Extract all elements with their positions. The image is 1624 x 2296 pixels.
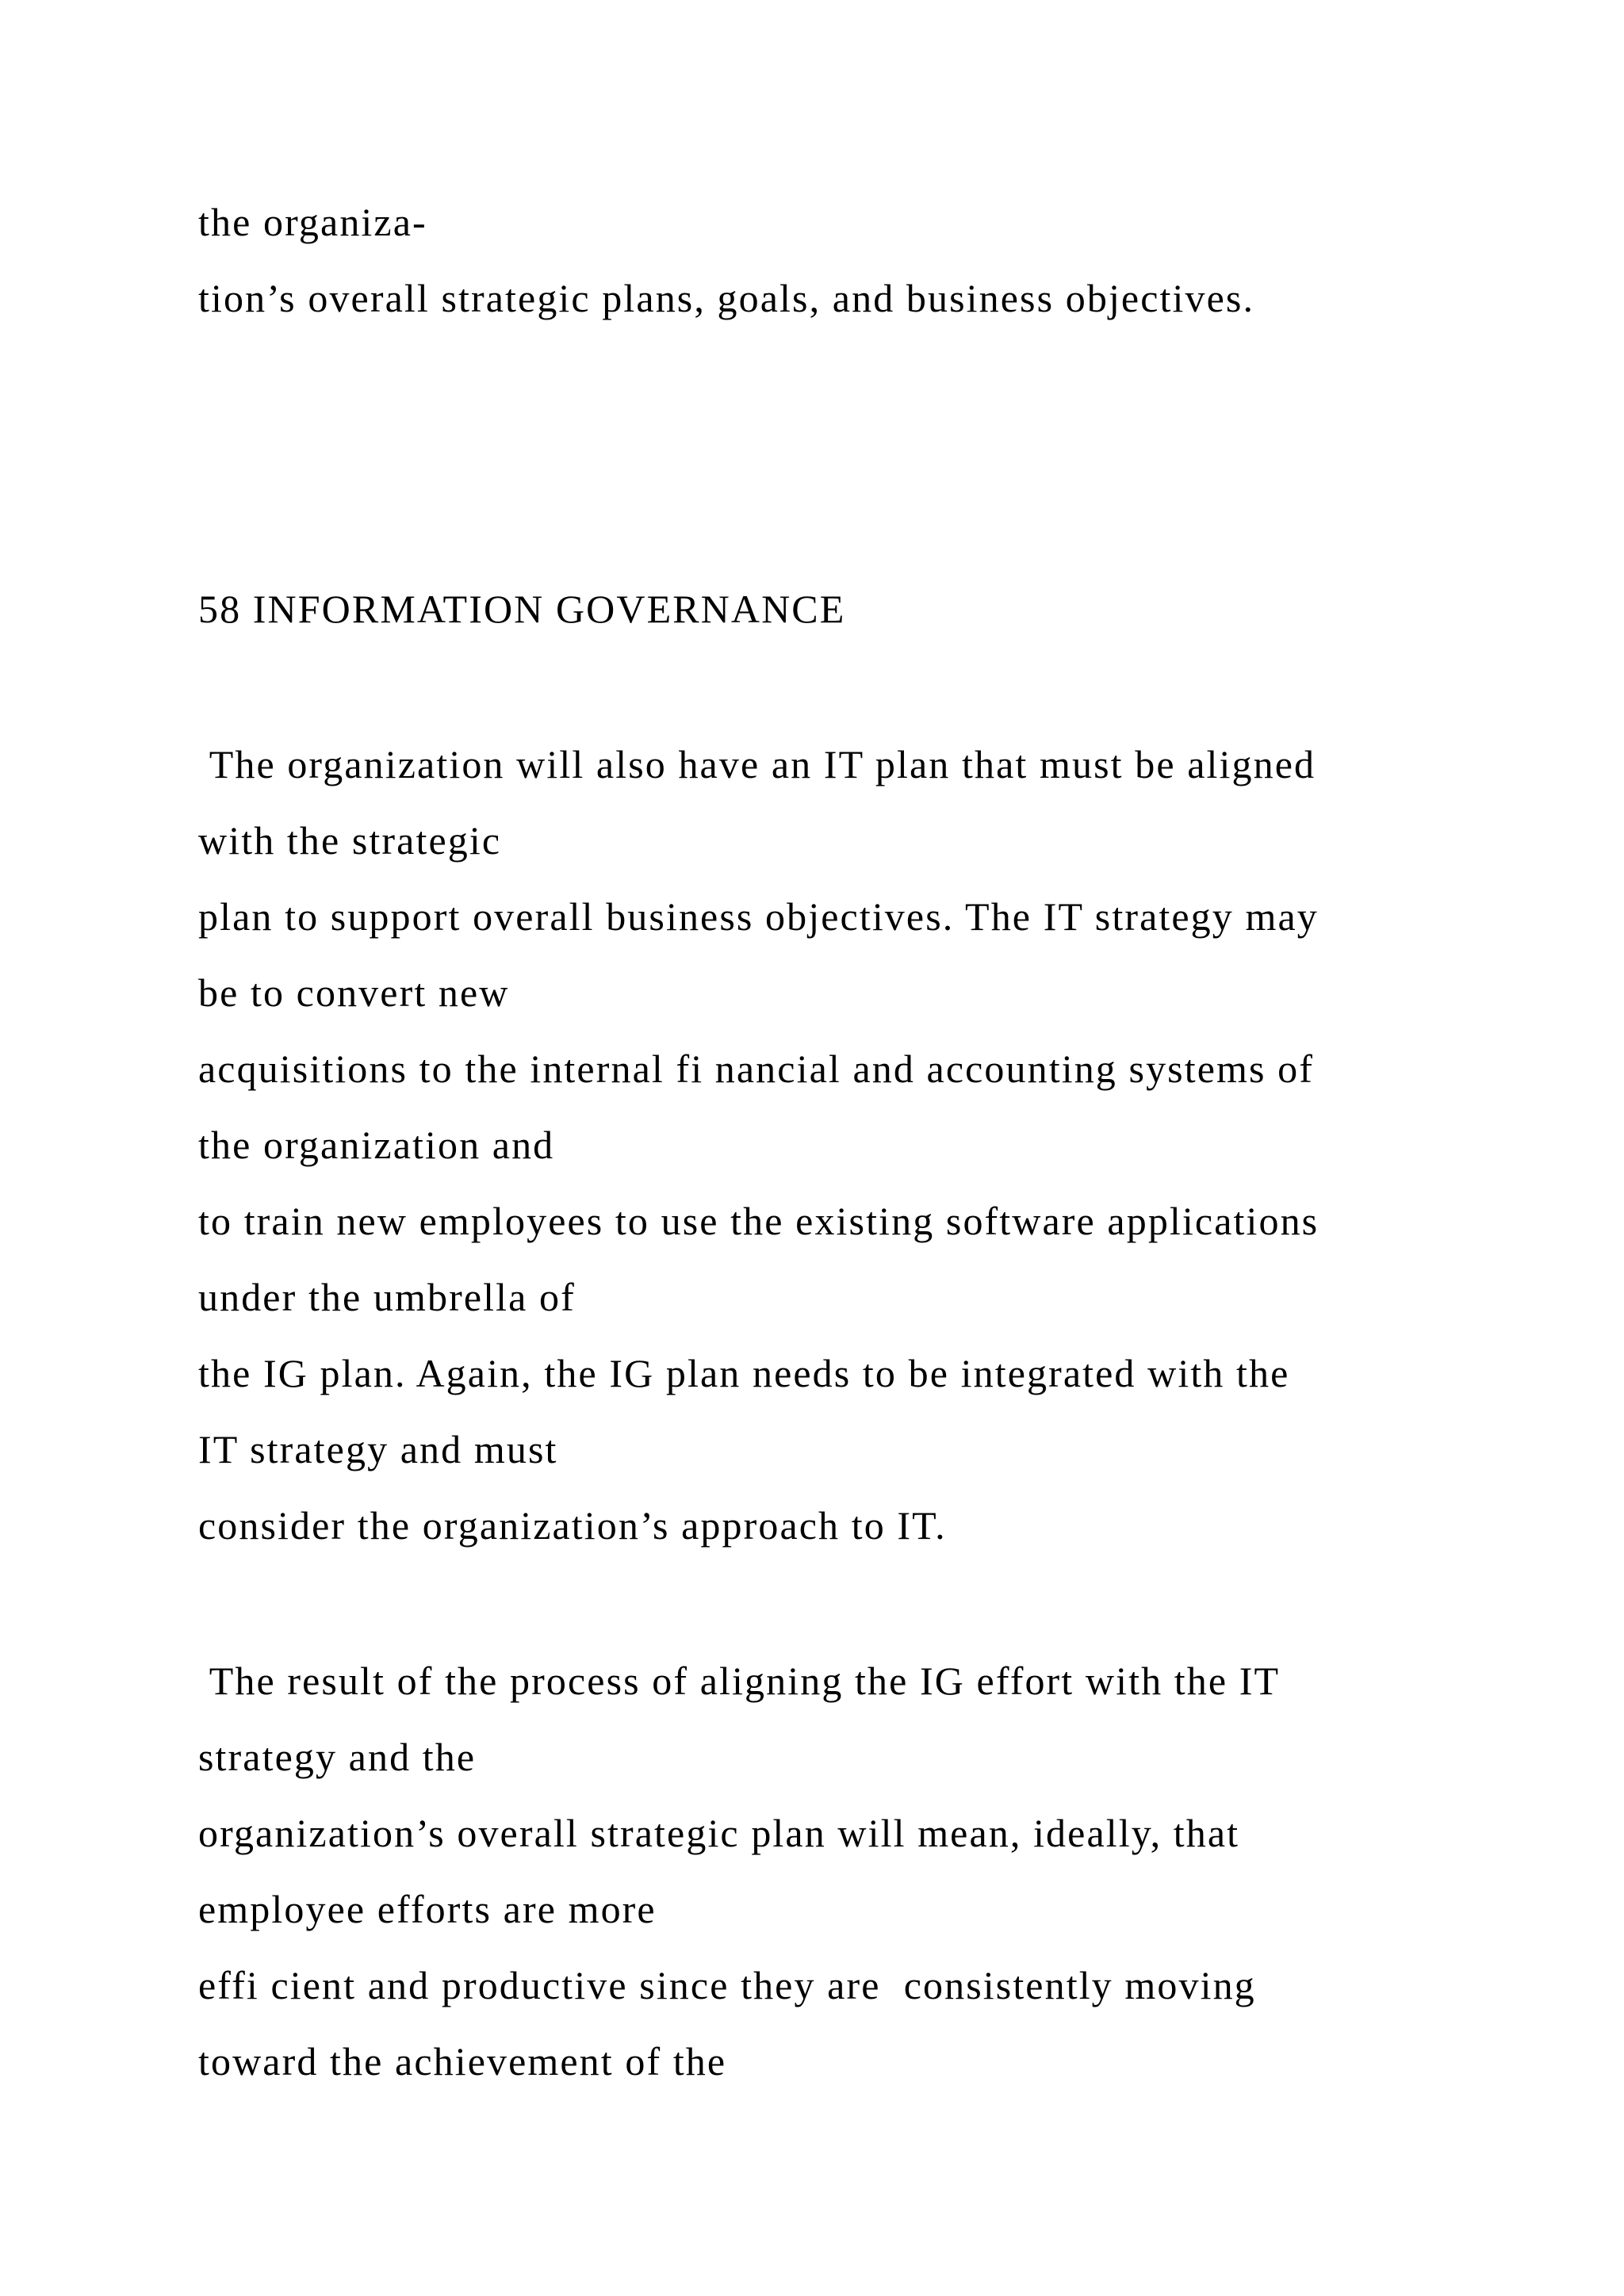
text-line: tion’s overall strategic plans, goals, and business objectives. — [198, 276, 1255, 320]
text-line: with the strategic — [198, 818, 502, 863]
text-line: toward the achievement of the — [198, 2039, 727, 2084]
text-line: strategy and the — [198, 1735, 477, 1779]
text-line: under the umbrella of — [198, 1275, 576, 1319]
text-line: consider the organization’s approach to IT. — [198, 1503, 947, 1548]
text-line: acquisitions to the internal fi nancial and accounting systems of — [198, 1047, 1315, 1091]
text-line: the organiza- — [198, 200, 427, 244]
text-line: the organization and — [198, 1123, 555, 1167]
text-line: effi cient and productive since they are consistently moving — [198, 1963, 1256, 2007]
text-line: The result of the process of aligning the IG effort with the IT — [198, 1659, 1281, 1703]
page-header: 58 INFORMATION GOVERNANCE — [198, 587, 846, 631]
text-line: organization’s overall strategic plan will mean, ideally, that — [198, 1811, 1240, 1855]
text-line: The organization will also have an IT plan that must be aligned — [198, 742, 1316, 786]
text-line: the IG plan. Again, the IG plan needs to be integrated with the — [198, 1351, 1290, 1395]
text-line: IT strategy and must — [198, 1427, 558, 1471]
text-line: employee efforts are more — [198, 1887, 657, 1931]
text-line: to train new employees to use the existing software applications — [198, 1199, 1320, 1243]
text-line: plan to support overall business objectives. The IT strategy may — [198, 894, 1319, 939]
text-line: be to convert new — [198, 970, 510, 1015]
